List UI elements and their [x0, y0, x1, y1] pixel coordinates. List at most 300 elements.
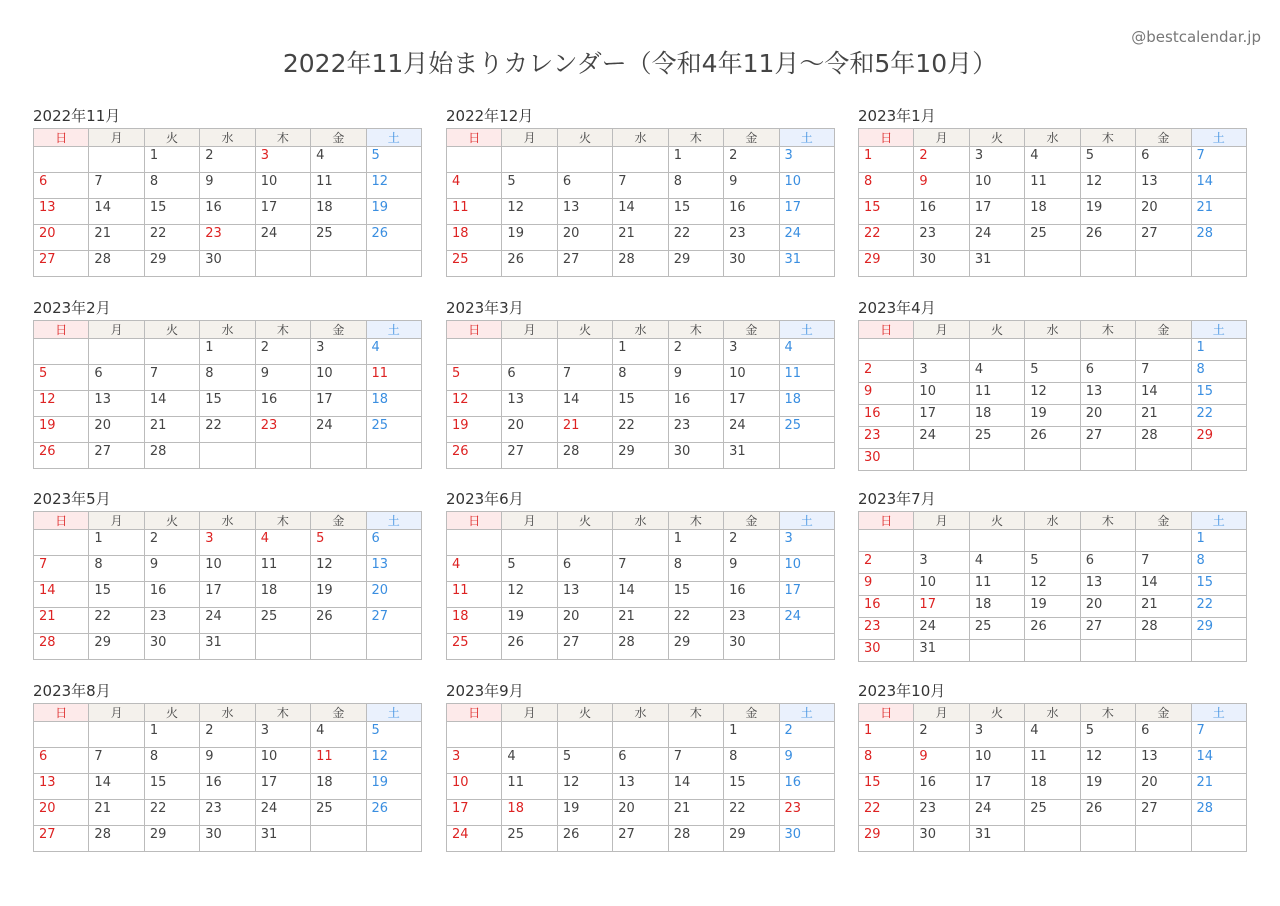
day-cell: 7	[34, 556, 89, 582]
month-title: 2023年3月	[446, 299, 524, 317]
day-cell: 5	[502, 556, 557, 582]
day-cell: 30	[859, 640, 914, 662]
day-cell: 4	[969, 361, 1024, 383]
day-cell: 19	[1025, 405, 1080, 427]
weekday-header: 木	[668, 512, 723, 530]
day-cell: 13	[1080, 574, 1135, 596]
day-cell: 22	[668, 608, 723, 634]
weekday-header: 日	[34, 129, 89, 147]
day-cell: 5	[366, 722, 421, 748]
day-cell	[89, 722, 144, 748]
day-cell: 23	[200, 800, 255, 826]
weekday-header: 金	[724, 512, 779, 530]
day-cell: 17	[969, 774, 1024, 800]
day-cell: 29	[1191, 618, 1246, 640]
weekday-header: 木	[255, 512, 310, 530]
weekday-header: 金	[1136, 321, 1191, 339]
day-cell: 25	[447, 251, 502, 277]
day-cell: 11	[447, 199, 502, 225]
weekday-header: 土	[366, 704, 421, 722]
day-cell: 15	[859, 199, 914, 225]
day-cell: 18	[447, 225, 502, 251]
day-cell	[1080, 251, 1135, 277]
day-cell: 9	[779, 748, 834, 774]
day-cell: 12	[1080, 748, 1135, 774]
day-cell	[447, 339, 502, 365]
day-cell: 15	[724, 774, 779, 800]
day-cell: 24	[255, 225, 310, 251]
day-cell: 20	[557, 608, 612, 634]
day-cell: 5	[447, 365, 502, 391]
day-cell	[668, 722, 723, 748]
day-cell: 30	[668, 443, 723, 469]
day-cell: 24	[969, 800, 1024, 826]
day-cell: 17	[914, 405, 969, 427]
day-cell: 14	[34, 582, 89, 608]
day-cell: 4	[1025, 147, 1080, 173]
day-cell: 19	[502, 225, 557, 251]
day-cell: 10	[779, 173, 834, 199]
day-cell: 30	[144, 634, 199, 660]
weekday-header: 土	[1191, 512, 1246, 530]
day-cell	[502, 530, 557, 556]
day-cell	[969, 530, 1024, 552]
day-cell: 3	[255, 147, 310, 173]
month-title: 2023年7月	[858, 490, 936, 508]
weekday-header: 金	[1136, 129, 1191, 147]
day-cell: 8	[144, 748, 199, 774]
day-cell: 21	[89, 800, 144, 826]
day-cell	[144, 339, 199, 365]
day-cell: 7	[89, 173, 144, 199]
day-cell: 10	[914, 574, 969, 596]
day-cell: 19	[366, 774, 421, 800]
day-cell	[311, 443, 366, 469]
month-calendar	[33, 681, 422, 852]
day-cell: 3	[969, 147, 1024, 173]
day-cell	[1191, 826, 1246, 852]
day-cell: 14	[1191, 748, 1246, 774]
day-cell	[914, 339, 969, 361]
day-cell: 11	[311, 748, 366, 774]
day-cell: 10	[255, 748, 310, 774]
weekday-header: 土	[779, 321, 834, 339]
day-cell: 18	[255, 582, 310, 608]
day-cell: 20	[502, 417, 557, 443]
weekday-header: 土	[779, 129, 834, 147]
day-cell: 17	[969, 199, 1024, 225]
month-title: 2023年2月	[33, 299, 111, 317]
day-cell: 1	[144, 722, 199, 748]
day-cell: 24	[914, 618, 969, 640]
day-cell: 21	[1136, 405, 1191, 427]
day-cell: 28	[1191, 225, 1246, 251]
day-cell: 15	[144, 774, 199, 800]
day-cell: 28	[557, 443, 612, 469]
day-cell: 6	[34, 173, 89, 199]
day-cell: 9	[200, 748, 255, 774]
day-cell: 16	[200, 774, 255, 800]
day-cell: 13	[34, 774, 89, 800]
day-cell: 16	[859, 596, 914, 618]
day-cell: 11	[1025, 748, 1080, 774]
weekday-header: 月	[89, 512, 144, 530]
day-cell: 31	[914, 640, 969, 662]
day-cell: 11	[447, 582, 502, 608]
weekday-header: 日	[447, 512, 502, 530]
day-cell: 1	[668, 530, 723, 556]
weekday-header: 土	[1191, 129, 1246, 147]
day-cell: 9	[859, 574, 914, 596]
day-cell: 30	[914, 826, 969, 852]
day-cell: 28	[89, 826, 144, 852]
day-cell: 26	[1025, 427, 1080, 449]
day-cell: 14	[1136, 574, 1191, 596]
day-cell: 20	[34, 800, 89, 826]
day-cell: 18	[969, 405, 1024, 427]
day-cell: 6	[366, 530, 421, 556]
day-cell: 4	[366, 339, 421, 365]
day-cell	[447, 722, 502, 748]
day-cell: 29	[859, 826, 914, 852]
day-cell: 25	[255, 608, 310, 634]
day-cell: 23	[779, 800, 834, 826]
day-cell: 25	[311, 225, 366, 251]
weekday-header: 月	[89, 129, 144, 147]
day-cell: 2	[779, 722, 834, 748]
day-cell: 24	[914, 427, 969, 449]
day-cell: 20	[1080, 596, 1135, 618]
day-cell: 26	[311, 608, 366, 634]
day-cell: 27	[1080, 618, 1135, 640]
day-cell: 15	[859, 774, 914, 800]
day-cell: 31	[200, 634, 255, 660]
weekday-header: 月	[502, 704, 557, 722]
day-cell: 23	[914, 800, 969, 826]
day-cell: 16	[144, 582, 199, 608]
day-cell: 13	[557, 582, 612, 608]
day-cell: 22	[613, 417, 668, 443]
day-cell: 4	[969, 552, 1024, 574]
day-cell: 31	[779, 251, 834, 277]
day-cell: 25	[1025, 800, 1080, 826]
day-cell	[34, 147, 89, 173]
day-cell: 29	[144, 826, 199, 852]
day-cell: 26	[1080, 800, 1135, 826]
day-cell: 9	[144, 556, 199, 582]
day-cell: 27	[89, 443, 144, 469]
weekday-header: 日	[447, 704, 502, 722]
month-title: 2023年8月	[33, 682, 111, 700]
day-cell: 28	[1191, 800, 1246, 826]
day-cell: 10	[969, 173, 1024, 199]
day-cell: 8	[859, 748, 914, 774]
day-cell: 24	[255, 800, 310, 826]
weekday-header: 火	[969, 129, 1024, 147]
day-cell: 12	[311, 556, 366, 582]
day-cell: 24	[779, 225, 834, 251]
day-cell: 1	[1191, 530, 1246, 552]
month-calendar	[858, 489, 1247, 662]
day-cell	[1136, 449, 1191, 471]
weekday-header: 土	[366, 321, 421, 339]
day-cell: 28	[89, 251, 144, 277]
day-cell: 25	[1025, 225, 1080, 251]
day-cell: 18	[447, 608, 502, 634]
day-cell: 29	[89, 634, 144, 660]
day-cell	[613, 530, 668, 556]
weekday-header: 火	[557, 321, 612, 339]
day-cell: 2	[200, 722, 255, 748]
month-title: 2023年9月	[446, 682, 524, 700]
day-cell	[366, 634, 421, 660]
day-cell	[1025, 339, 1080, 361]
day-cell: 14	[1191, 173, 1246, 199]
weekday-header: 水	[200, 129, 255, 147]
day-cell: 17	[914, 596, 969, 618]
day-cell: 15	[200, 391, 255, 417]
day-cell: 27	[1080, 427, 1135, 449]
day-cell: 29	[144, 251, 199, 277]
day-cell: 9	[724, 556, 779, 582]
day-cell: 16	[914, 774, 969, 800]
day-cell	[311, 251, 366, 277]
day-cell: 20	[34, 225, 89, 251]
weekday-header: 月	[89, 321, 144, 339]
day-cell: 14	[89, 774, 144, 800]
day-cell	[1025, 530, 1080, 552]
day-cell: 25	[779, 417, 834, 443]
day-cell: 18	[311, 774, 366, 800]
day-cell: 5	[366, 147, 421, 173]
day-cell	[1136, 339, 1191, 361]
day-cell: 24	[311, 417, 366, 443]
weekday-header: 日	[34, 704, 89, 722]
day-cell: 22	[144, 225, 199, 251]
weekday-header: 水	[613, 129, 668, 147]
weekday-header: 月	[502, 321, 557, 339]
day-cell	[779, 634, 834, 660]
day-cell: 8	[144, 173, 199, 199]
day-cell: 17	[447, 800, 502, 826]
weekday-header: 木	[1080, 704, 1135, 722]
day-cell: 27	[557, 634, 612, 660]
site-credit: @bestcalendar.jp	[1131, 28, 1261, 46]
day-cell: 8	[89, 556, 144, 582]
day-cell: 23	[668, 417, 723, 443]
day-cell: 31	[255, 826, 310, 852]
day-cell: 3	[779, 147, 834, 173]
day-cell: 31	[724, 443, 779, 469]
day-cell	[34, 339, 89, 365]
day-cell: 14	[89, 199, 144, 225]
day-cell: 20	[89, 417, 144, 443]
weekday-header: 月	[914, 512, 969, 530]
day-cell: 19	[1080, 774, 1135, 800]
day-cell	[1025, 251, 1080, 277]
day-cell: 15	[89, 582, 144, 608]
day-cell: 12	[366, 748, 421, 774]
day-cell: 26	[366, 225, 421, 251]
day-cell: 10	[779, 556, 834, 582]
day-cell	[1080, 530, 1135, 552]
day-cell: 1	[200, 339, 255, 365]
day-cell: 18	[502, 800, 557, 826]
day-cell: 15	[668, 582, 723, 608]
day-cell: 18	[366, 391, 421, 417]
day-cell: 12	[366, 173, 421, 199]
day-cell	[366, 443, 421, 469]
day-cell: 20	[1080, 405, 1135, 427]
day-cell: 15	[1191, 574, 1246, 596]
weekday-header: 月	[914, 129, 969, 147]
day-cell: 17	[255, 199, 310, 225]
day-cell: 18	[1025, 199, 1080, 225]
day-cell	[1080, 339, 1135, 361]
weekday-header: 月	[502, 512, 557, 530]
day-cell: 1	[89, 530, 144, 556]
day-cell	[502, 147, 557, 173]
day-cell: 31	[969, 251, 1024, 277]
day-cell: 29	[724, 826, 779, 852]
day-cell: 14	[1136, 383, 1191, 405]
day-cell: 21	[1136, 596, 1191, 618]
day-cell: 27	[613, 826, 668, 852]
day-cell: 25	[447, 634, 502, 660]
weekday-header: 金	[311, 129, 366, 147]
day-cell: 26	[34, 443, 89, 469]
day-cell: 10	[969, 748, 1024, 774]
day-cell: 14	[668, 774, 723, 800]
day-cell: 17	[311, 391, 366, 417]
weekday-header: 金	[311, 512, 366, 530]
day-cell: 2	[724, 530, 779, 556]
weekday-header: 月	[89, 704, 144, 722]
day-cell: 25	[366, 417, 421, 443]
day-cell: 21	[613, 225, 668, 251]
day-cell: 31	[969, 826, 1024, 852]
day-cell: 16	[255, 391, 310, 417]
weekday-header: 水	[613, 321, 668, 339]
day-cell: 4	[779, 339, 834, 365]
day-cell	[502, 722, 557, 748]
day-cell: 11	[1025, 173, 1080, 199]
day-cell: 26	[1025, 618, 1080, 640]
day-cell: 17	[724, 391, 779, 417]
day-cell: 22	[200, 417, 255, 443]
day-cell: 22	[859, 225, 914, 251]
day-cell: 10	[200, 556, 255, 582]
weekday-header: 水	[1025, 512, 1080, 530]
weekday-header: 水	[1025, 704, 1080, 722]
day-cell: 9	[914, 173, 969, 199]
day-cell: 7	[1136, 361, 1191, 383]
day-cell: 7	[613, 173, 668, 199]
day-cell: 2	[668, 339, 723, 365]
day-cell: 3	[724, 339, 779, 365]
day-cell	[1080, 640, 1135, 662]
day-cell	[969, 640, 1024, 662]
day-cell: 27	[502, 443, 557, 469]
weekday-header: 日	[859, 512, 914, 530]
day-cell: 19	[557, 800, 612, 826]
day-cell: 9	[914, 748, 969, 774]
month-calendar	[446, 106, 835, 277]
day-cell: 11	[311, 173, 366, 199]
day-cell: 13	[613, 774, 668, 800]
day-cell: 13	[557, 199, 612, 225]
day-cell	[1025, 449, 1080, 471]
day-cell	[34, 722, 89, 748]
day-cell: 12	[1025, 383, 1080, 405]
day-cell: 12	[447, 391, 502, 417]
day-cell	[914, 449, 969, 471]
day-cell: 11	[502, 774, 557, 800]
weekday-header: 金	[724, 704, 779, 722]
weekday-header: 木	[255, 321, 310, 339]
day-cell: 7	[1191, 722, 1246, 748]
day-cell: 11	[366, 365, 421, 391]
day-cell: 7	[557, 365, 612, 391]
month-calendar	[33, 106, 422, 277]
day-cell: 5	[502, 173, 557, 199]
day-cell: 21	[613, 608, 668, 634]
weekday-header: 日	[447, 129, 502, 147]
month-calendar	[858, 681, 1247, 852]
day-cell: 21	[557, 417, 612, 443]
day-cell: 28	[144, 443, 199, 469]
day-cell: 19	[502, 608, 557, 634]
day-cell: 22	[668, 225, 723, 251]
day-cell: 1	[668, 147, 723, 173]
weekday-header: 木	[255, 129, 310, 147]
weekday-header: 月	[914, 704, 969, 722]
day-cell: 14	[144, 391, 199, 417]
weekday-header: 土	[1191, 321, 1246, 339]
day-cell: 11	[969, 383, 1024, 405]
day-cell	[255, 634, 310, 660]
day-cell: 27	[1136, 800, 1191, 826]
day-cell: 1	[1191, 339, 1246, 361]
weekday-header: 水	[613, 512, 668, 530]
weekday-header: 火	[557, 704, 612, 722]
day-cell: 3	[779, 530, 834, 556]
day-cell: 25	[969, 427, 1024, 449]
day-cell: 8	[859, 173, 914, 199]
day-cell	[1025, 640, 1080, 662]
weekday-header: 木	[668, 704, 723, 722]
day-cell: 16	[779, 774, 834, 800]
day-cell: 21	[1191, 774, 1246, 800]
weekday-header: 日	[447, 321, 502, 339]
day-cell: 5	[311, 530, 366, 556]
day-cell: 6	[1136, 722, 1191, 748]
day-cell	[557, 530, 612, 556]
day-cell: 26	[1080, 225, 1135, 251]
weekday-header: 金	[311, 321, 366, 339]
day-cell: 4	[311, 722, 366, 748]
day-cell: 18	[311, 199, 366, 225]
day-cell: 29	[859, 251, 914, 277]
day-cell: 9	[255, 365, 310, 391]
day-cell: 25	[969, 618, 1024, 640]
day-cell: 27	[1136, 225, 1191, 251]
day-cell: 12	[502, 199, 557, 225]
day-cell: 27	[366, 608, 421, 634]
weekday-header: 火	[144, 129, 199, 147]
weekday-header: 木	[1080, 321, 1135, 339]
weekday-header: 日	[34, 512, 89, 530]
